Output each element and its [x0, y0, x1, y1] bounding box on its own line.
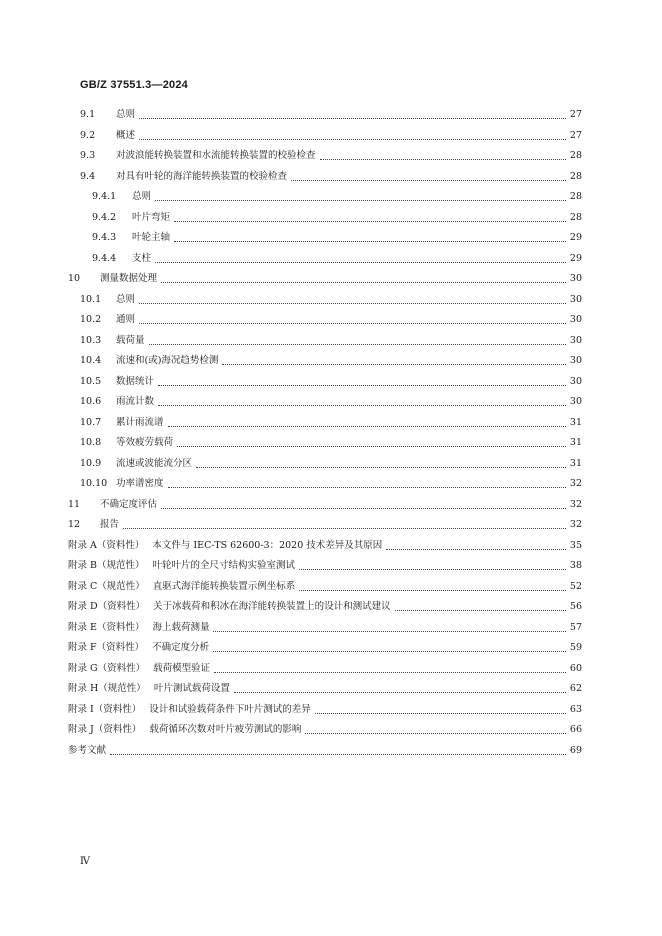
dot-leader	[168, 486, 566, 488]
toc-entry-page: 59	[569, 642, 582, 653]
toc-entry-title: 不确定度分析	[152, 642, 210, 653]
toc-entry-page: 60	[569, 662, 582, 674]
toc-entry-page: 30	[569, 375, 582, 387]
dot-leader	[291, 179, 566, 181]
toc-entry-page: 30	[569, 334, 582, 346]
toc-entry[interactable]	[68, 723, 582, 737]
dot-leader	[305, 732, 566, 734]
dot-leader	[168, 425, 566, 427]
toc-entry-page: 32	[569, 478, 582, 489]
toc-entry-title: 流速和(或)海况趋势检测	[116, 355, 219, 366]
toc-entry-page: 30	[569, 396, 582, 407]
toc-entry-title: 不确定度评估	[100, 498, 158, 510]
toc-entry[interactable]	[80, 416, 582, 430]
toc-entry-page: 62	[569, 683, 582, 694]
toc-entry-page: 32	[569, 498, 582, 510]
toc-entry-number: 10.7	[80, 416, 102, 428]
toc-entry[interactable]	[80, 129, 582, 143]
toc-entry[interactable]	[92, 252, 582, 266]
toc-entry-number: 附录 J（资料性）	[68, 724, 142, 735]
toc-entry-number: 10.9	[80, 457, 102, 469]
toc-entry-title: 叶片弯矩	[132, 211, 171, 223]
toc-entry[interactable]	[68, 498, 582, 512]
toc-entry-page: 27	[569, 109, 582, 120]
toc-entry-title: 本文件与 IEC-TS 62600-3：2020 技术差异及其原因	[152, 539, 383, 551]
dot-leader	[299, 589, 566, 591]
dot-leader	[110, 753, 566, 755]
toc-entry-number: 10.3	[80, 334, 102, 346]
toc-entry-page: 28	[569, 170, 582, 182]
toc-entry-page: 66	[569, 724, 582, 735]
toc-entry-title: 测量数据处理	[100, 273, 158, 284]
toc-entry-page: 30	[569, 314, 582, 325]
dot-leader	[395, 609, 566, 611]
toc-entry-title: 通则	[116, 314, 136, 325]
toc-entry[interactable]	[68, 682, 582, 696]
dot-leader	[315, 712, 566, 714]
dot-leader	[139, 117, 566, 119]
toc-entry-title: 叶轮主轴	[132, 232, 171, 243]
toc-entry-number: 9.4.4	[92, 252, 117, 264]
toc-entry-number: 附录 F（资料性）	[68, 642, 145, 653]
toc-entry[interactable]	[68, 641, 582, 655]
toc-entry[interactable]	[80, 354, 582, 368]
toc-entry-number: 10.6	[80, 396, 102, 407]
dot-leader	[386, 548, 566, 550]
toc-entry-number: 附录 G（资料性）	[68, 662, 146, 674]
dot-leader	[158, 384, 566, 386]
dot-leader	[177, 445, 566, 447]
toc-entry-title: 总则	[116, 293, 136, 305]
toc-entry-number: 附录 H（规范性）	[68, 683, 146, 694]
toc-entry-title: 总则	[132, 191, 152, 202]
toc-entry-page: 69	[569, 744, 582, 756]
toc-entry-title: 对波浪能转换装置和水流能转换装置的校验检查	[116, 150, 316, 161]
dot-leader	[155, 199, 566, 201]
dot-leader	[174, 240, 566, 242]
toc-entry[interactable]	[80, 395, 582, 409]
dot-leader	[213, 630, 565, 632]
toc-entry-title: 功率谱密度	[116, 478, 164, 489]
toc-entry-number: 10.2	[80, 314, 102, 325]
toc-entry[interactable]	[68, 539, 582, 553]
toc-entry-number: 9.3	[80, 150, 96, 161]
toc-entry-title: 概述	[116, 129, 136, 141]
toc-entry-number: 9.2	[80, 129, 96, 141]
dot-leader	[214, 671, 566, 673]
toc-entry-number: 附录 I（资料性）	[68, 703, 142, 715]
toc-entry-title: 雨流计数	[116, 396, 155, 407]
toc-entry-page: 28	[569, 211, 582, 223]
dot-leader	[174, 220, 566, 222]
toc-entry-number: 9.4	[80, 170, 96, 182]
toc-entry-page: 29	[569, 232, 582, 243]
toc-entry-number: 附录 B（规范性）	[68, 560, 145, 571]
toc-entry-title: 流速或波能流分区	[116, 457, 193, 469]
page-number-roman: Ⅳ	[80, 856, 90, 867]
toc-entry-title: 海上载荷测量	[152, 621, 210, 633]
toc-entry[interactable]	[80, 436, 582, 450]
toc-entry[interactable]	[80, 108, 582, 122]
toc-entry-page: 35	[569, 539, 582, 551]
toc-entry-number: 附录 C（规范性）	[68, 580, 145, 592]
dot-leader	[149, 343, 566, 345]
toc-entry[interactable]	[80, 375, 582, 389]
dot-leader	[299, 568, 566, 570]
toc-entry-number: 10.1	[80, 293, 102, 305]
toc-entry-page: 63	[569, 703, 582, 715]
toc-entry[interactable]	[80, 170, 582, 184]
toc-entry[interactable]	[68, 600, 582, 614]
dot-leader	[234, 691, 566, 693]
toc-entry-page: 52	[569, 580, 582, 592]
toc-entry-number: 10.5	[80, 375, 102, 387]
toc-entry[interactable]	[80, 293, 582, 307]
toc-entry-title: 载荷量	[116, 334, 145, 346]
toc-entry[interactable]	[80, 457, 582, 471]
toc-entry[interactable]	[80, 313, 582, 327]
toc-entry[interactable]	[80, 149, 582, 163]
toc-entry[interactable]	[68, 559, 582, 573]
toc-entry-title: 支柱	[132, 252, 152, 264]
dot-leader	[139, 138, 566, 140]
dot-leader	[213, 650, 566, 652]
toc-entry[interactable]	[68, 703, 582, 717]
toc-entry[interactable]	[68, 272, 582, 286]
toc-entry-page: 28	[569, 191, 582, 202]
toc-entry-title: 叶片测试载荷设置	[153, 683, 230, 694]
toc-entry-title: 对具有叶轮的海洋能转换装置的校验检查	[116, 170, 288, 182]
toc-entry[interactable]	[68, 518, 582, 532]
dot-leader	[320, 158, 566, 160]
standard-code-header: GB/Z 37551.3—2024	[80, 79, 188, 91]
toc-entry-title: 参考文献	[68, 744, 107, 756]
toc-entry-page: 30	[569, 355, 582, 366]
toc-entry-page: 56	[569, 601, 582, 612]
toc-entry[interactable]	[68, 744, 582, 758]
toc-entry-title: 关于冰载荷和积冰在海洋能转换装置上的设计和测试建议	[153, 601, 391, 612]
toc-entry-page: 32	[569, 519, 582, 530]
toc-entry-number: 11	[68, 498, 81, 510]
toc-entry-title: 累计雨流谱	[116, 416, 164, 428]
toc-entry-title: 载荷循环次数对叶片疲劳测试的影响	[149, 724, 302, 735]
dot-leader	[222, 363, 565, 365]
toc-entry-number: 附录 A（资料性）	[68, 539, 145, 551]
toc-entry-title: 叶轮叶片的全尺寸结构实验室测试	[152, 560, 296, 571]
toc-entry-number: 10.10	[80, 478, 108, 489]
toc-entry-page: 31	[569, 457, 582, 469]
dot-leader	[123, 527, 566, 529]
toc-entry[interactable]	[80, 334, 582, 348]
toc-entry-number: 10.8	[80, 437, 102, 448]
dot-leader	[196, 466, 566, 468]
toc-entry-title: 设计和试验载荷条件下叶片测试的差异	[149, 703, 311, 715]
toc-entry-number: 10	[68, 273, 81, 284]
toc-entry-number: 10.4	[80, 355, 102, 366]
toc-entry[interactable]	[80, 477, 582, 491]
toc-entry-page: 27	[569, 129, 582, 141]
toc-entry-page: 30	[569, 273, 582, 284]
toc-entry[interactable]	[92, 211, 582, 225]
toc-entry-title: 载荷模型验证	[153, 662, 211, 674]
toc-entry-title: 直驱式海洋能转换装置示例坐标系	[152, 580, 296, 592]
toc-entry-page: 29	[569, 252, 582, 264]
toc-entry-page: 38	[569, 560, 582, 571]
toc-entry-number: 9.4.3	[92, 232, 117, 243]
dot-leader	[158, 404, 566, 406]
toc-entry-number: 9.4.1	[92, 191, 117, 202]
toc-entry-page: 31	[569, 416, 582, 428]
toc-entry[interactable]	[92, 190, 582, 204]
toc-entry[interactable]	[92, 231, 582, 245]
dot-leader	[161, 281, 566, 283]
toc-entry-page: 28	[569, 150, 582, 161]
toc-entry-number: 附录 D（资料性）	[68, 601, 146, 612]
toc-entry-page: 30	[569, 293, 582, 305]
toc-entry-number: 12	[68, 519, 81, 530]
dot-leader	[161, 507, 566, 509]
dot-leader	[139, 322, 566, 324]
toc-entry-title: 等效疲劳载荷	[116, 437, 174, 448]
toc-entry[interactable]	[68, 662, 582, 676]
toc-entry-page: 57	[569, 621, 582, 633]
toc-entry-title: 数据统计	[116, 375, 155, 387]
toc-entry[interactable]	[68, 621, 582, 635]
toc-entry-title: 总则	[116, 109, 136, 120]
toc-entry-title: 报告	[100, 519, 120, 530]
toc-entry-number: 9.4.2	[92, 211, 117, 223]
toc-entry-number: 附录 E（资料性）	[68, 621, 145, 633]
dot-leader	[139, 302, 566, 304]
toc-entry-page: 31	[569, 437, 582, 448]
toc-entry-number: 9.1	[80, 109, 96, 120]
toc-entry[interactable]	[68, 580, 582, 594]
dot-leader	[155, 261, 566, 263]
